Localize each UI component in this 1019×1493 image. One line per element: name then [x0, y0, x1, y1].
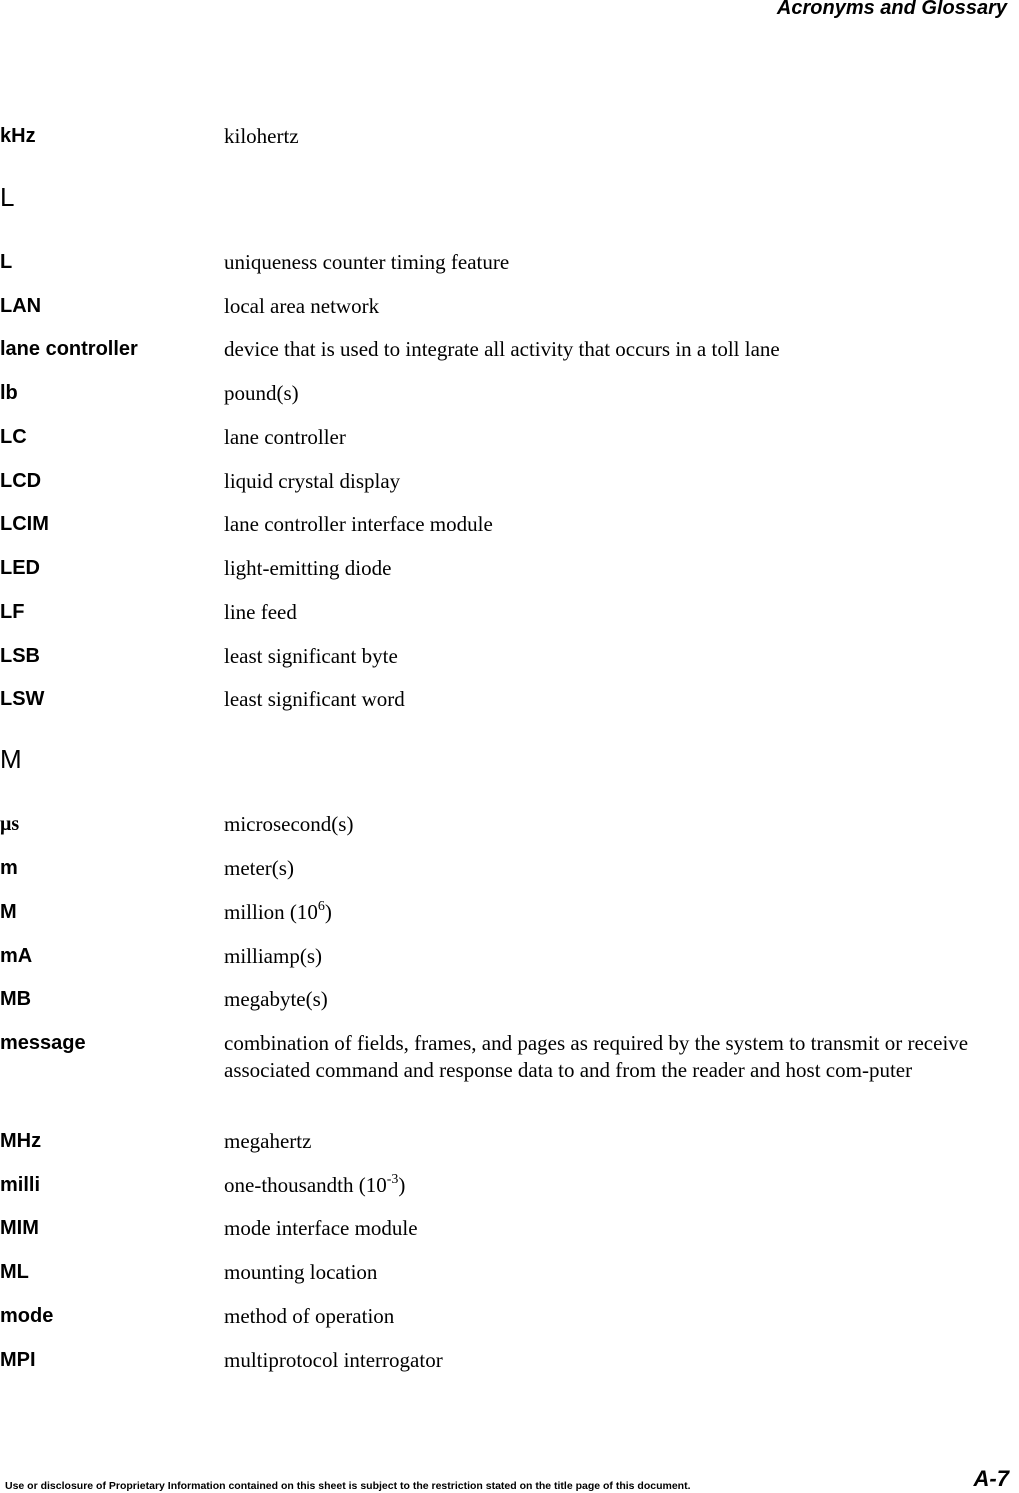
entry-term: lane controller: [0, 338, 138, 360]
entry-term: MHz: [0, 1130, 42, 1152]
entry-term: MB: [0, 988, 32, 1010]
entry-term: M: [0, 901, 17, 923]
entry-definition: combination of fields, frames, and pages as required by the system to transmit or receive associated command and response data to and from the reader and host com-puter: [224, 1031, 969, 1082]
entry-definition: lane controller: [224, 425, 346, 449]
entry-term: MPI: [0, 1349, 36, 1371]
entry-definition: lane controller interface module: [224, 512, 493, 536]
superscript-exponent: 6: [317, 899, 325, 914]
entry-definition: pound(s): [224, 381, 299, 405]
entry-term: kHz: [0, 125, 36, 147]
section-heading-l: L: [0, 182, 15, 212]
entry-term: L: [0, 251, 13, 273]
entry-term: milli: [0, 1174, 41, 1196]
entry-definition: least significant byte: [224, 644, 398, 668]
entry-term: LF: [0, 601, 25, 623]
entry-definition: method of operation: [224, 1304, 395, 1328]
entry-definition: kilohertz: [224, 124, 299, 148]
section-heading-m: M: [0, 744, 22, 774]
entry-term: LED: [0, 557, 40, 579]
entry-term: lb: [0, 382, 18, 404]
entry-definition: meter(s): [224, 856, 294, 880]
entry-definition: mounting location: [224, 1260, 378, 1284]
entry-term: MIM: [0, 1217, 39, 1239]
entry-term: LAN: [0, 295, 42, 317]
entry-definition: megabyte(s): [224, 987, 328, 1011]
entry-term: LCD: [0, 470, 42, 492]
entry-term: LSB: [0, 645, 40, 667]
entry-definition: one-thousandth $(10^{-3})$: [224, 1172, 406, 1197]
entry-definition: megahertz: [224, 1129, 312, 1153]
running-header: Acronyms and Glossary: [776, 0, 1007, 19]
entry-definition: mode interface module: [224, 1216, 418, 1240]
entry-term: LSW: [0, 688, 45, 710]
superscript-exponent: -3: [386, 1172, 399, 1187]
entry-definition: microsecond(s): [224, 812, 354, 836]
entry-definition: line feed: [224, 600, 297, 624]
proprietary-notice: Use or disclosure of Proprietary Information contained on this sheet is subject to the restriction stated on the title page of this document.: [5, 1480, 691, 1492]
entry-term: message: [0, 1032, 86, 1054]
entry-definition: local area network: [224, 294, 380, 318]
page-number: A-7: [973, 1466, 1009, 1491]
entry-definition: million $(10^6)$: [224, 899, 332, 924]
entry-definition: device that is used to integrate all activity that occurs in a toll lane: [224, 337, 780, 361]
entry-definition: uniqueness counter timing feature: [224, 250, 510, 274]
entry-definition: light-emitting diode: [224, 556, 392, 580]
entry-definition: least significant word: [224, 687, 405, 711]
entry-term: ML: [0, 1261, 29, 1283]
entry-definition: multiprotocol interrogator: [224, 1348, 443, 1372]
entry-term: mA: [0, 945, 33, 967]
entry-term: LCIM: [0, 513, 49, 535]
entry-term: m: [0, 857, 18, 879]
entry-definition: milliamp(s): [224, 944, 322, 968]
entry-term: mode: [0, 1305, 54, 1327]
entry-definition: liquid crystal display: [224, 469, 401, 493]
entry-term: μs: [0, 813, 20, 835]
entry-term: LC: [0, 426, 27, 448]
